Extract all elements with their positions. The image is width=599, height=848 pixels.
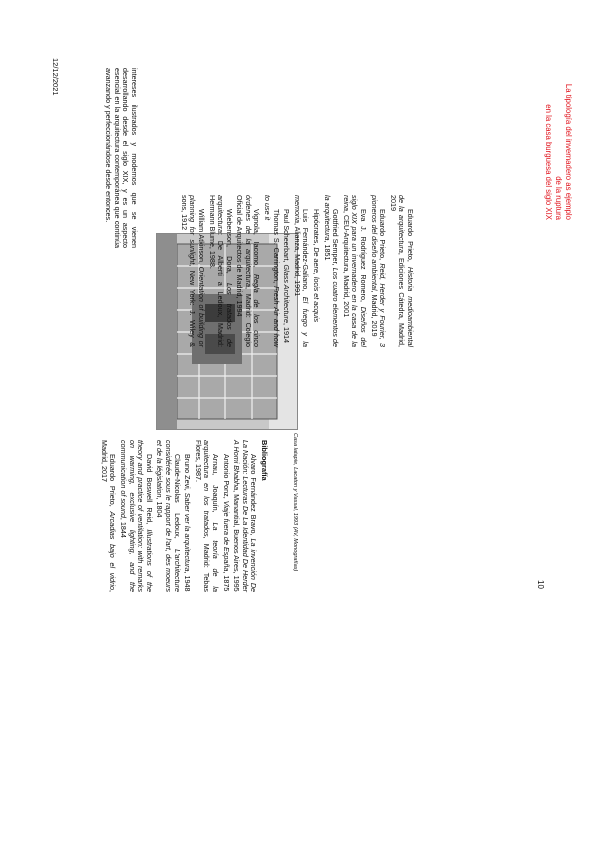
entry-title: Orientation of building or planning for sunlight [188, 195, 206, 347]
running-header [542, 20, 573, 220]
entry-author: Vignola, Iacomo, [252, 209, 262, 274]
entry-publication: , New York: J. Wiley & sons, 1912 [179, 195, 198, 347]
entry-title: Los cuatro elementos de la arquitectura [322, 195, 341, 348]
entry-title: Diseños del siglo XIX para un invernadero en la casa de la reina [341, 195, 369, 347]
bibliography-entry [282, 195, 291, 347]
page-date: 12/12/2021 [51, 58, 60, 96]
entry-author: Luis Fernández-Galiano, [301, 209, 311, 297]
entry-author: Bruno Zevi, [183, 454, 193, 493]
entry-author: Eva J. Rodríguez Romero, [359, 209, 369, 307]
bibliography-entry [235, 195, 261, 347]
entry-title: Illustrations of the theory and practice of ventilation: with remarks on warming, exclusive lighting, and the communication of sound [119, 440, 154, 592]
entry-author: Claude-Nicolas Ledoux, [172, 454, 182, 550]
bibliography-title: Bibliografía [260, 440, 269, 481]
bibliography-right-list [179, 195, 414, 347]
bibliography-entry [292, 195, 309, 347]
bibliography-entry [311, 195, 320, 347]
bibliography-entry [232, 440, 258, 592]
entry-author: Hipócrates, [312, 209, 322, 248]
bibliography-entry [193, 440, 219, 592]
bibliography-entry [207, 195, 233, 347]
entry-title: Los tratados de arquitectura [216, 195, 234, 347]
intro-paragraph: intereses ilustrados y modernos que se vienen desarrollando desde el siglo XIX, y es un aspecto esencial en la arquitectura contemporánea que continúa avanzando y perfeccionándose desde entonces. [104, 68, 139, 248]
entry-publication: , 1804 [155, 497, 165, 518]
bibliography-entry [155, 440, 181, 592]
bibliography-entry [341, 195, 367, 347]
bibliography-left-column [97, 440, 268, 592]
bibliography-entry [221, 440, 230, 592]
entry-publication: , 1914 [282, 323, 292, 343]
entry-publication: , Madrid: Colegio Oficial de Arquitectos de Madrid, 1994 [235, 195, 253, 347]
header-line-2: de la ruptura [553, 176, 563, 220]
entry-author: Arnau, Joaquín, [211, 454, 221, 523]
entry-title: Fresh Air and how to use it [263, 195, 281, 347]
bibliography-left-list [99, 440, 257, 592]
entry-title: Glass Architecture [282, 264, 292, 323]
entry-title: Viaje fuera de España [221, 500, 231, 572]
entry-publication: , Madrid, 2019 [369, 290, 379, 337]
bibliography-entry [369, 195, 386, 347]
entry-publication: , 1844 [119, 517, 129, 538]
bibliography-entry [119, 440, 153, 592]
bibliography-entry [179, 195, 205, 347]
entry-author: Antonio Ponz, [221, 454, 231, 501]
entry-title: L'architecture considérée sous le rapport de l'art, des moeurs et de la législation [155, 440, 182, 592]
entry-publication: , 1875 [221, 571, 231, 592]
entry-title: Historia medioambiental de la arquitectura [397, 195, 415, 347]
entry-title: La invención De La Nación: Lecturas De La Identidad De Herder A Homi Bhabha [232, 440, 259, 593]
bibliography-right-column [177, 195, 414, 347]
entry-publication: , Ediciones Cátedra, Madrid, 2019 [388, 195, 407, 348]
entry-publication: , Madrid, 2017 [99, 440, 118, 592]
entry-title: La teoría de la arquitectura en los tratados [202, 440, 221, 592]
entry-publication: , Manantial, Buenos Aires, 1995 [232, 490, 242, 592]
entry-author: Eduardo Prieto, [406, 209, 415, 267]
header-line-1: La tipología del invernadero as ejemplo [564, 83, 573, 220]
entry-title: De aere, locis et acquis [312, 247, 322, 323]
entry-title: Arcadias bajo el vidrio [108, 511, 118, 590]
entry-author: Paul Scheerbart, [282, 209, 292, 265]
entry-title: Saber ver la arquitectura [183, 492, 193, 572]
entry-publication: , Alianza, Madrid, 1991 [292, 222, 302, 297]
bibliography-entry [99, 440, 116, 592]
bibliography-entry [388, 195, 414, 347]
entry-author: Eduardo Prieto, [108, 454, 118, 512]
page-number: 10 [536, 580, 545, 589]
bibliography-entry [263, 195, 280, 347]
entry-publication: , 1851 [322, 240, 332, 261]
entry-author: Alvaro Fernández Bravo, [249, 454, 259, 539]
entry-title: El fuego y la memoria [292, 195, 311, 347]
entry-publication: : De Alberti a Ledoux, Madrid: Hermann Blume, 1988. [207, 195, 226, 347]
entry-publication: , Madrid: Tebas Flores, 1987. [193, 440, 212, 592]
entry-publication: , 1948 [183, 571, 193, 592]
entry-author: Wiebenson, Dora, [224, 209, 234, 283]
bibliography-entry [183, 440, 192, 592]
entry-publication: , CEU-Arquitectura, Madrid, 2001 [341, 210, 351, 318]
entry-author: Gottfried Semper, [331, 209, 341, 268]
bibliography-entry [322, 195, 339, 347]
entry-author: Eduardo Prieto, [378, 209, 388, 264]
entry-title: Regla de los cinco órdenes de la arquitectura [243, 195, 262, 348]
entry-author: William Atkinson, [196, 209, 206, 267]
figure-caption: Casa latapie, Lacaton y Vassal, 1993 (AV, Monografías) [292, 433, 298, 572]
entry-author: Thomas S. Carrington, [271, 209, 281, 287]
entry-title: Reid, Herder y Fourier, 3 pioneros del diseño ambiental [369, 195, 388, 347]
header-line-3: en la casa burguesa del siglo XIX [543, 104, 553, 220]
entry-author: David Boswell Reid, [144, 454, 154, 530]
